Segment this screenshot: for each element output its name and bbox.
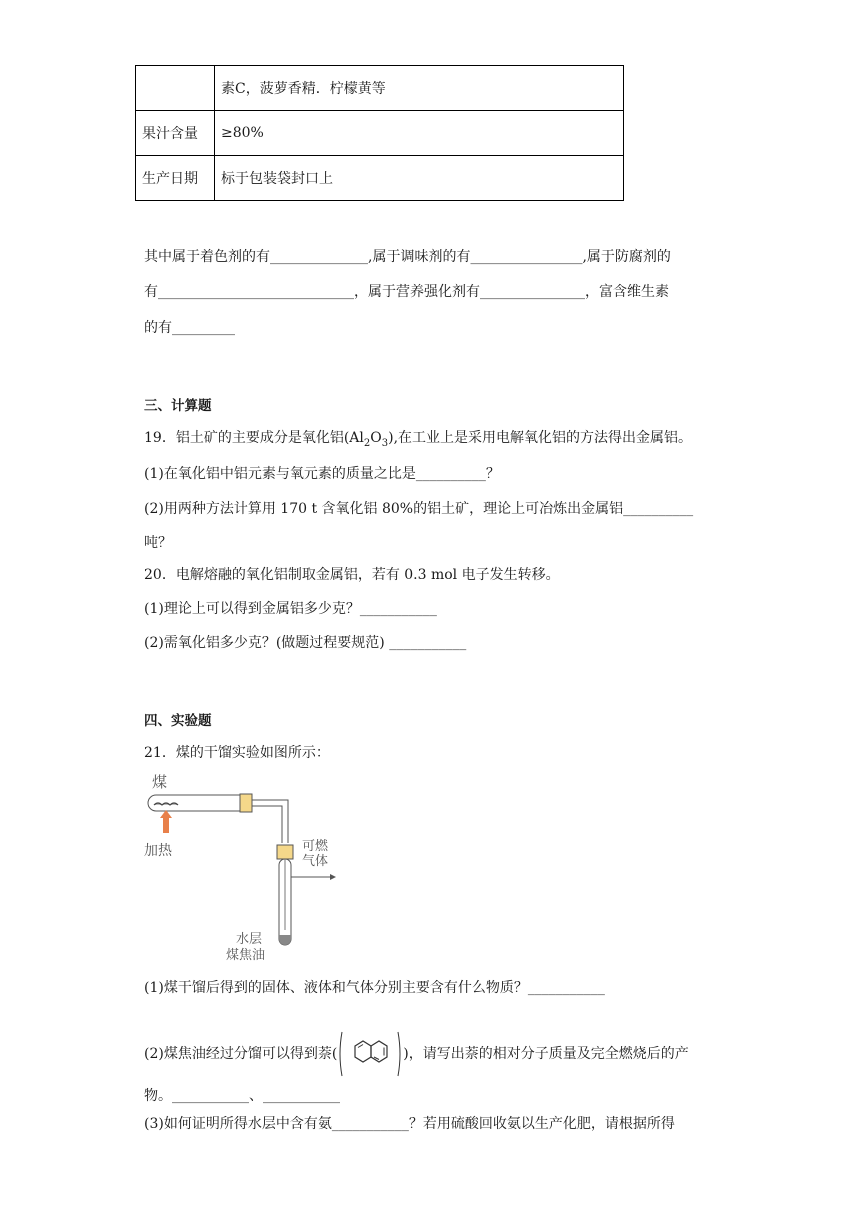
section-4-title: 四、实验题: [144, 713, 212, 729]
table-value: ≥80%: [215, 111, 624, 156]
coal-distillation-figure: [140, 765, 350, 965]
q19-sub-1: 2: [363, 437, 371, 449]
q21-part-3: (3)如何证明所得水层中含有氨___________？若用硫酸回收氨以生产化肥，请根据所得: [144, 1116, 675, 1132]
label-heat: 加热: [144, 843, 172, 859]
stopper-icon: [240, 794, 252, 812]
label-tar: 煤焦油: [226, 948, 266, 963]
label-water: 水层: [236, 932, 263, 947]
q21-text-b: )，请写出萘的相对分子质量及完全燃烧后的产: [403, 1046, 689, 1062]
table-key: [136, 66, 215, 111]
table-key: 果汁含量: [136, 111, 215, 156]
q18-line-1: 其中属于着色剂的有______________,属于调味剂的有________________,属于防腐剂的: [144, 249, 671, 265]
table-value: 标于包装袋封口上: [215, 156, 624, 201]
q21-part-2c: 物。___________、___________: [144, 1088, 340, 1104]
q20-stem: 20．电解熔融的氧化铝制取金属铝，若有 0.3 mol 电子发生转移。: [144, 567, 560, 583]
q20-part-2: (2)需氧化铝多少克？(做题过程要规范) ___________: [144, 635, 467, 651]
q18-line-2: 有____________________________，属于营养强化剂有_______________，富含维生素: [144, 284, 669, 300]
table-value: 素C，菠萝香精．柠檬黄等: [215, 66, 624, 111]
label-gas-2: 气体: [302, 854, 329, 869]
q18-line-3: 的有_________: [144, 320, 235, 336]
heat-arrow-shaft: [163, 817, 169, 833]
q21-text-a: (2)煤焦油经过分馏可以得到萘(: [144, 1046, 338, 1062]
product-info-table: [135, 65, 624, 201]
q21-part-1: (1)煤干馏后得到的固体、液体和气体分别主要含有什么物质？___________: [144, 980, 605, 996]
q19-stem: [144, 427, 692, 449]
gas-arrow-icon: [330, 874, 336, 880]
q20-part-1: (1)理论上可以得到金属铝多少克？___________: [144, 601, 437, 617]
section-3-title: 三、计算题: [144, 398, 212, 414]
table-row: [136, 66, 624, 111]
q19-text-c: ),在工业上是采用电解氧化铝的方法得出金属铝。: [388, 430, 693, 446]
horizontal-tube: [148, 795, 248, 811]
table-row: [136, 111, 624, 156]
receiver-stopper-icon: [277, 845, 293, 859]
q21-part-2a: [144, 1030, 689, 1078]
q19-text-a: 19．铝土矿的主要成分是氧化铝(Al: [144, 430, 364, 446]
q19-part-2b: 吨？: [144, 535, 172, 551]
q19-text-b: O: [370, 430, 382, 446]
naphthalene-structure-icon: [338, 1030, 402, 1078]
q19-part-2a: (2)用两种方法计算用 170 t 含氧化铝 80%的铝土矿，理论上可冶炼出金属铝__________: [144, 501, 694, 517]
coal-sample-icon: [154, 803, 178, 805]
table-key: 生产日期: [136, 156, 215, 201]
table-row: [136, 156, 624, 201]
q19-part-1: (1)在氧化铝中铝元素与氧元素的质量之比是__________？: [144, 466, 500, 482]
label-gas-1: 可燃: [302, 839, 329, 854]
q19-sub-2: 3: [381, 437, 389, 449]
q21-stem: 21．煤的干馏实验如图所示：: [144, 745, 330, 761]
delivery-tube-inner: [252, 806, 282, 843]
label-coal: 煤: [152, 773, 168, 791]
